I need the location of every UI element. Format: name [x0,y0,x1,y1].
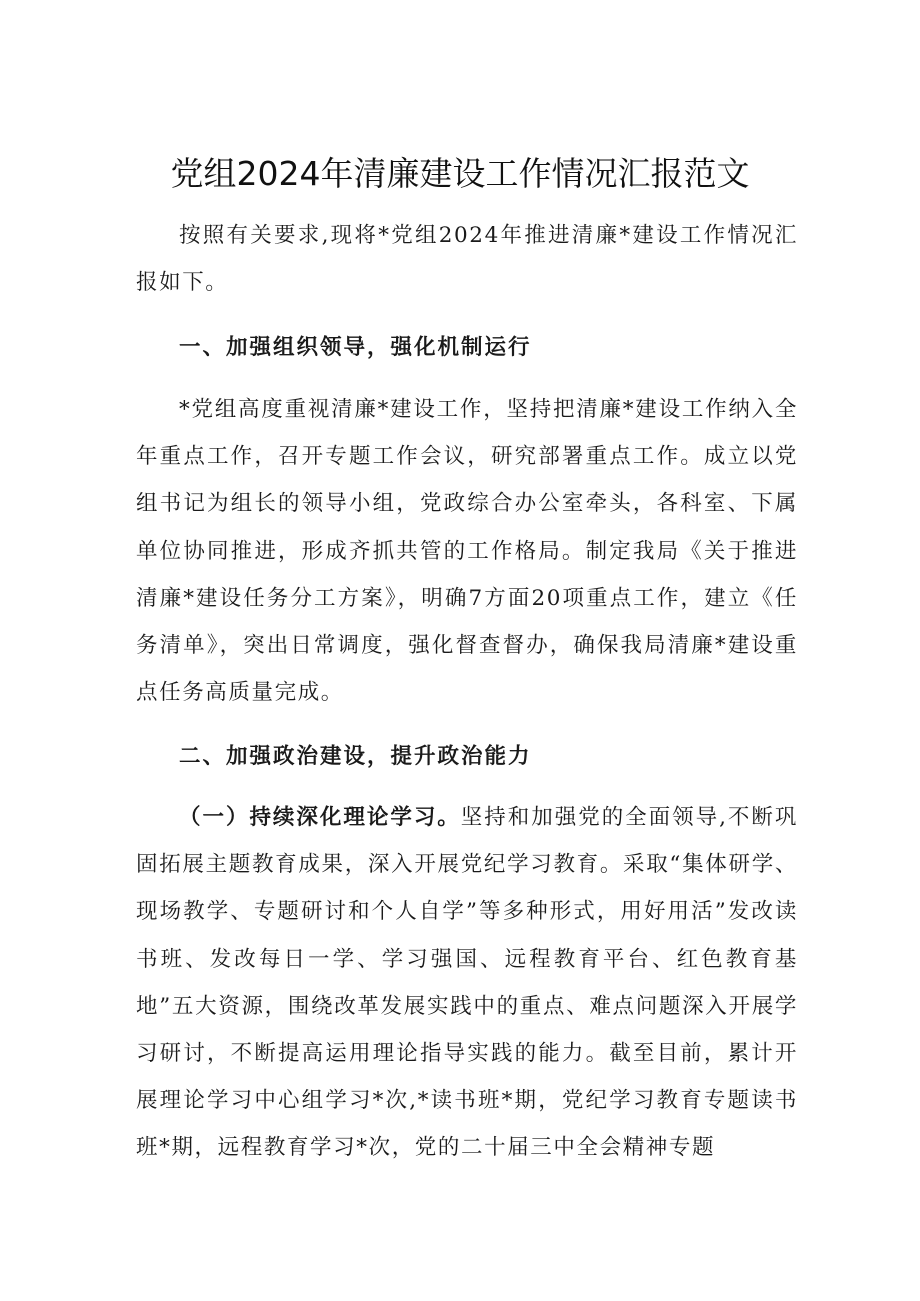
subsection-text: 坚持和加强党的全面领导,不断巩固拓展主题教育成果，深入开展党纪学习教育。采取“集体研学、现场教学、专题研讨和个人自学”等多种形式，用好用活”发改读书班、发改每日一学、学习强国、远程教育平台、红色教育基地”五大资源，围绕改革发展实践中的重点、难点问题深入开展学习研讨，不断提高运用理论指导实践的能力。截至目前，累计开展理论学习中心组学习*次,*读书班*期，党纪学习教育专题读书班*期，远程教育学习*次，党的二十届三中全会精神专题 [136,805,798,1161]
section-1-paragraph: *党组高度重视清廉*建设工作，坚持把清廉*建设工作纳入全年重点工作，召开专题工作会议，研究部署重点工作。成立以党组书记为组长的领导小组，党政综合办公室牵头，各科室、下属单位协同推进，形成齐抓共管的工作格局。制定我局《关于推进清廉*建设任务分工方案》，明确7方面20项重点工作，建立《任务清单》，突出日常调度，强化督查督办，确保我局清廉*建设重点任务高质量完成。 [136,397,798,706]
section-heading-1: 一、加强组织领导，强化机制运行 [179,335,532,360]
section-2-paragraph [136,794,798,1172]
intro-paragraph: 按照有关要求,现将*党组2024年推进清廉*建设工作情况汇报如下。 [136,223,798,296]
subsection-lead: （一）持续深化理论学习。 [179,805,461,830]
document-title: 党组2024年清廉建设工作情况汇报范文 [170,154,750,193]
section-heading-2: 二、加强政治建设，提升政治能力 [179,744,532,769]
